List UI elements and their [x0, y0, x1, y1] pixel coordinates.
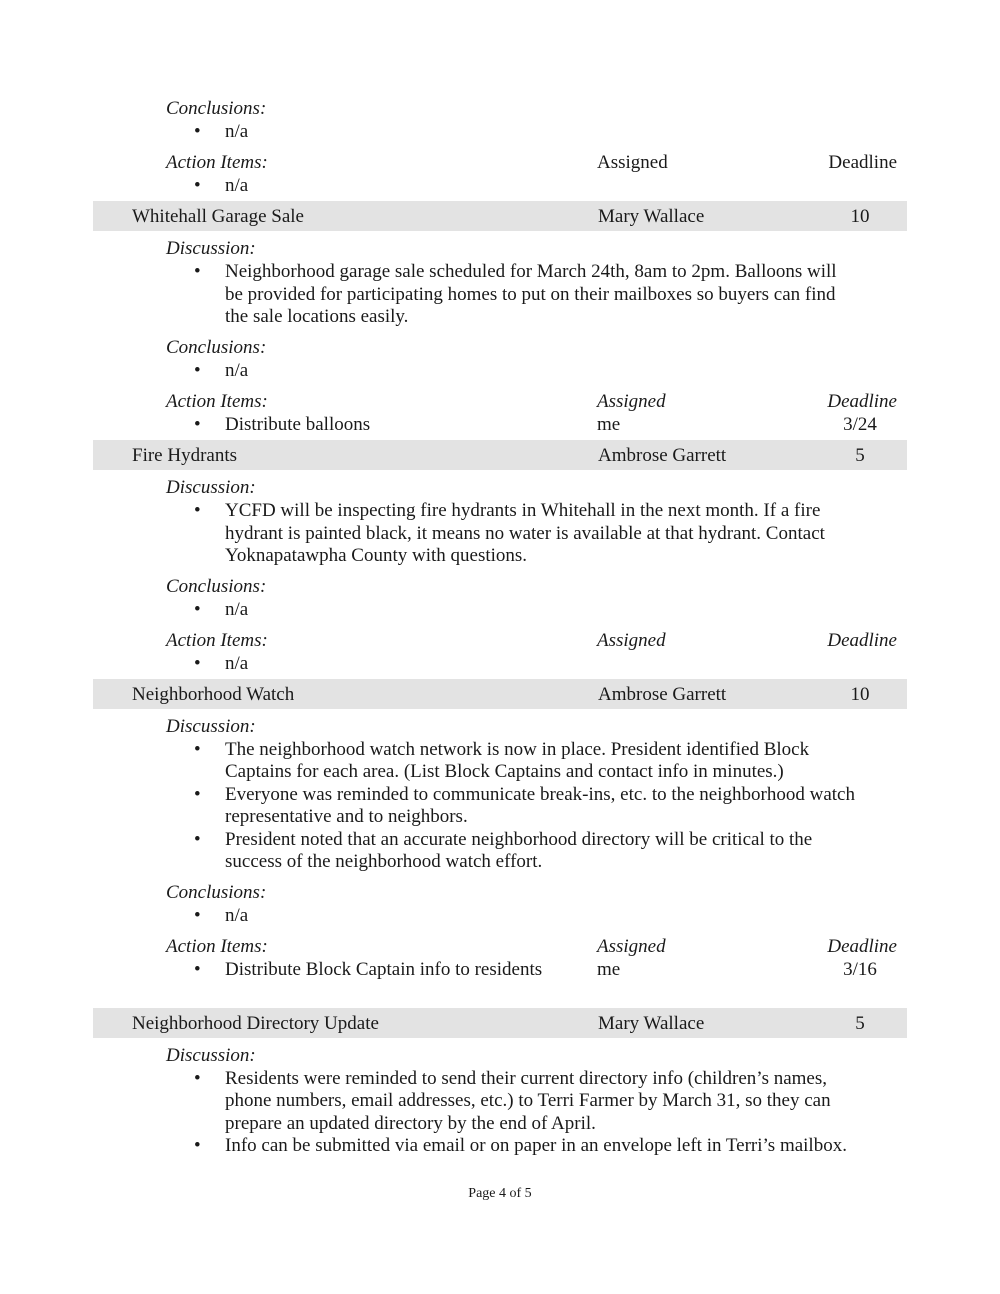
action-items-label: Action Items: [166, 630, 268, 651]
agenda-topic: Fire Hydrants [132, 445, 238, 466]
discussion-line: President noted that an accurate neighborhood directory will be critical to the [225, 829, 813, 850]
discussion-label: Discussion: [166, 238, 256, 259]
action-item: n/a [225, 175, 249, 196]
agenda-presenter: Ambrose Garrett [598, 445, 727, 466]
discussion-line: success of the neighborhood watch effort. [225, 851, 543, 872]
action-items-label: Action Items: [166, 391, 268, 412]
conclusions-label: Conclusions: [166, 882, 267, 903]
bullet: • [194, 360, 201, 381]
action-item: Distribute Block Captain info to residents [225, 959, 543, 980]
conclusions-label: Conclusions: [166, 576, 267, 597]
bullet: • [194, 599, 201, 620]
discussion-label: Discussion: [166, 1045, 256, 1066]
agenda-item-header [93, 440, 907, 470]
bullet: • [194, 261, 201, 282]
discussion-label: Discussion: [166, 477, 256, 498]
agenda-item-header [93, 1008, 907, 1038]
deadline-header: Deadline [827, 391, 897, 412]
bullet: • [194, 905, 201, 926]
bullet: • [194, 414, 201, 435]
agenda-presenter: Mary Wallace [598, 1013, 705, 1034]
deadline-header: Deadline [827, 630, 897, 651]
agenda-topic: Neighborhood Watch [132, 684, 295, 705]
agenda-presenter: Mary Wallace [598, 206, 705, 227]
conclusion-item: n/a [225, 360, 249, 381]
deadline-header: Deadline [828, 152, 897, 173]
agenda-topic: Whitehall Garage Sale [132, 206, 304, 227]
agenda-minutes: 10 [850, 684, 870, 705]
discussion-line: phone numbers, email addresses, etc.) to Terri Farmer by March 31, so they can [225, 1090, 831, 1111]
action-items-label: Action Items: [166, 936, 268, 957]
discussion-line: The neighborhood watch network is now in place. President identified Block [225, 739, 810, 760]
discussion-line: YCFD will be inspecting fire hydrants in Whitehall in the next month. If a fire [225, 500, 821, 521]
action-item: Distribute balloons [225, 414, 371, 435]
agenda-presenter: Ambrose Garrett [598, 684, 727, 705]
bullet: • [194, 500, 201, 521]
assigned-header: Assigned [597, 152, 668, 173]
bullet: • [194, 829, 201, 850]
conclusion-item: n/a [225, 599, 249, 620]
agenda-minutes: 5 [855, 445, 865, 466]
agenda-minutes: 10 [850, 206, 870, 227]
agenda-item-header [93, 679, 907, 709]
discussion-line: representative and to neighbors. [225, 806, 468, 827]
conclusion-item: n/a [225, 905, 249, 926]
action-assigned: me [597, 414, 621, 435]
discussion-label: Discussion: [166, 716, 256, 737]
discussion-line: hydrant is painted black, it means no water is available at that hydrant. Contact [225, 523, 825, 544]
conclusion-item: n/a [225, 121, 249, 142]
discussion-line: prepare an updated directory by the end of April. [225, 1113, 596, 1134]
page-number: Page 4 of 5 [468, 1186, 532, 1201]
discussion-line: Yoknapatawpha County with questions. [225, 545, 528, 566]
discussion-line: Everyone was reminded to communicate break-ins, etc. to the neighborhood watch [225, 784, 855, 805]
bullet: • [194, 959, 201, 980]
discussion-line: Info can be submitted via email or on paper in an envelope left in Terri’s mailbox. [225, 1135, 847, 1156]
conclusions-label: Conclusions: [166, 98, 267, 119]
action-item: n/a [225, 653, 249, 674]
bullet: • [194, 653, 201, 674]
deadline-header: Deadline [827, 936, 897, 957]
discussion-line: Residents were reminded to send their current directory info (children’s names, [225, 1068, 827, 1089]
action-deadline: 3/24 [843, 414, 877, 435]
discussion-line: Neighborhood garage sale scheduled for March 24th, 8am to 2pm. Balloons will [225, 261, 837, 282]
assigned-header: Assigned [597, 936, 666, 957]
agenda-item-header [93, 201, 907, 231]
discussion-line: be provided for participating homes to put on their mailboxes so buyers can find [225, 284, 836, 305]
agenda-minutes: 5 [855, 1013, 865, 1034]
assigned-header: Assigned [597, 391, 666, 412]
bullet: • [194, 784, 201, 805]
conclusions-label: Conclusions: [166, 337, 267, 358]
discussion-line: Captains for each area. (List Block Captains and contact info in minutes.) [225, 761, 784, 782]
bullet: • [194, 1135, 201, 1156]
action-items-label: Action Items: [166, 152, 268, 173]
action-deadline: 3/16 [843, 959, 877, 980]
agenda-topic: Neighborhood Directory Update [132, 1013, 379, 1034]
discussion-line: the sale locations easily. [225, 306, 409, 327]
bullet: • [194, 175, 201, 196]
action-assigned: me [597, 959, 621, 980]
bullet: • [194, 739, 201, 760]
assigned-header: Assigned [597, 630, 666, 651]
bullet: • [194, 121, 201, 142]
bullet: • [194, 1068, 201, 1089]
